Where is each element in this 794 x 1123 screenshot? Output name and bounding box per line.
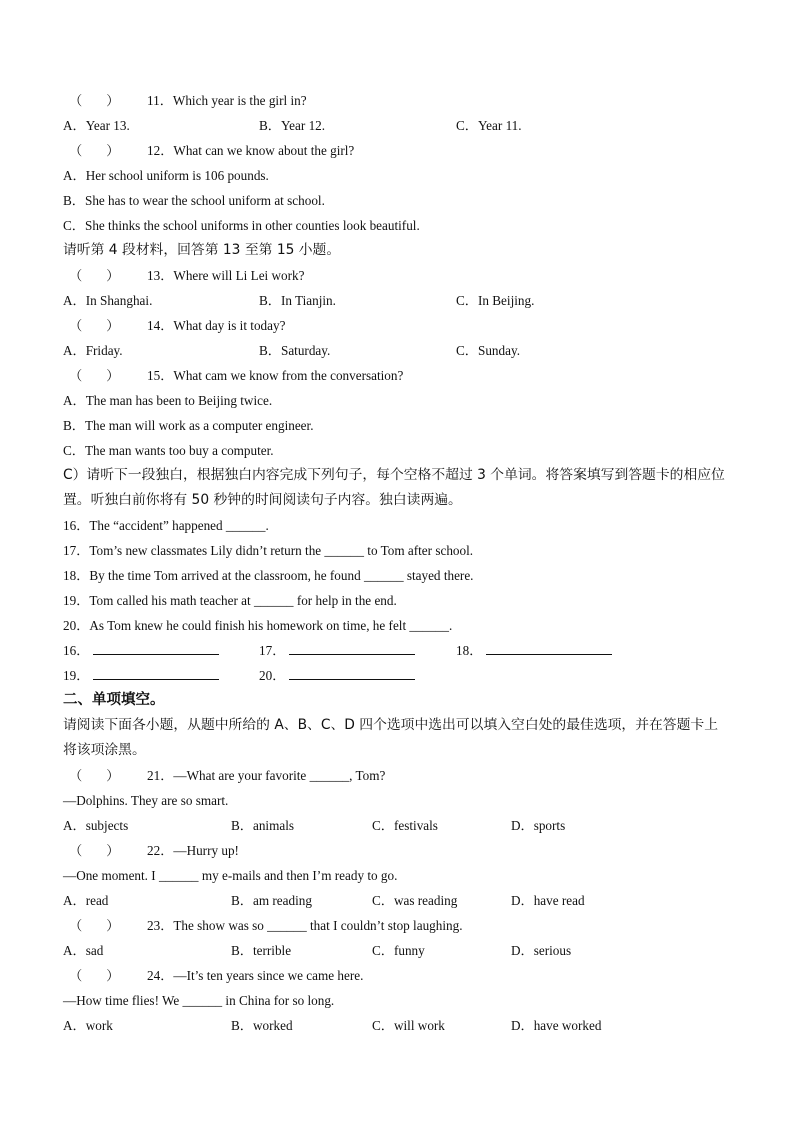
sentence-16: 16．The “accident” happened ______. xyxy=(63,518,269,533)
part-c-instruction-1: C）请听下一段独白，根据独白内容完成下列句子，每个空格不超过 3 个单词。将答案填写到答题卡的相应位 xyxy=(63,467,725,483)
exam-page xyxy=(63,88,743,1038)
part-c-instruction-2: 置。听独白前你将有 50 秒钟的时间阅读句子内容。独白读两遍。 xyxy=(63,492,462,508)
question-22-reply: —One moment. I ______ my e-mails and then I’m ready to go. xyxy=(63,868,398,883)
option-c[interactable]: C．will work xyxy=(372,1018,445,1033)
question-text: —Hurry up! xyxy=(173,843,239,858)
question-12 xyxy=(63,138,743,163)
option-b[interactable]: B．Saturday. xyxy=(259,343,331,358)
answer-row-1 xyxy=(63,638,743,663)
question-text: —It’s ten years since we came here. xyxy=(173,968,364,983)
option-b[interactable]: B．The man will work as a computer engineer. xyxy=(63,418,314,433)
option-c[interactable]: C．The man wants too buy a computer. xyxy=(63,443,274,458)
options-11 xyxy=(63,113,743,138)
answer-bracket[interactable]: （ ） xyxy=(69,768,120,783)
question-number: 11． xyxy=(147,93,173,108)
question-number: 24． xyxy=(147,968,174,983)
answer-19: 19． xyxy=(63,663,219,688)
section-2-instruction-1: 请阅读下面各小题，从题中所给的 A、B、C、D 四个选项中选出可以填入空白处的最佳选项，并在答题卡上 xyxy=(63,717,718,733)
question-text: What cam we know from the conversation? xyxy=(173,368,404,383)
question-text: What can we know about the girl? xyxy=(173,143,355,158)
option-a[interactable]: A．In Shanghai. xyxy=(63,293,153,308)
answer-bracket[interactable]: （ ） xyxy=(69,368,120,383)
option-a[interactable]: A．subjects xyxy=(63,818,129,833)
option-a[interactable]: A．work xyxy=(63,1018,113,1033)
option-c[interactable]: C．festivals xyxy=(372,818,438,833)
question-number: 23． xyxy=(147,918,174,933)
options-13 xyxy=(63,288,743,313)
options-21 xyxy=(63,813,743,838)
question-21-reply: —Dolphins. They are so smart. xyxy=(63,793,229,808)
answer-20: 20． xyxy=(259,663,415,688)
question-21 xyxy=(63,763,743,788)
option-a[interactable]: A．read xyxy=(63,893,109,908)
answer-18-blank[interactable] xyxy=(486,638,612,655)
question-13 xyxy=(63,263,743,288)
question-11 xyxy=(63,88,743,113)
option-c[interactable]: C．She thinks the school uniforms in other counties look beautiful. xyxy=(63,218,420,233)
section-2-title: 二、单项填空。 xyxy=(63,692,165,708)
option-c[interactable]: C．Sunday. xyxy=(456,343,520,358)
question-text: —What are your favorite ______, Tom? xyxy=(173,768,386,783)
option-c[interactable]: C．was reading xyxy=(372,893,458,908)
option-c[interactable]: C．funny xyxy=(372,943,425,958)
sentence-19: 19．Tom called his math teacher at ______ for help in the end. xyxy=(63,593,397,608)
question-number: 12． xyxy=(147,143,174,158)
option-d[interactable]: D．serious xyxy=(511,943,572,958)
options-14 xyxy=(63,338,743,363)
option-b[interactable]: B．She has to wear the school uniform at school. xyxy=(63,193,325,208)
option-b[interactable]: B．In Tianjin. xyxy=(259,293,336,308)
question-22 xyxy=(63,838,743,863)
question-number: 22． xyxy=(147,843,174,858)
options-24 xyxy=(63,1013,743,1038)
answer-bracket[interactable]: （ ） xyxy=(69,268,120,283)
option-a[interactable]: A．Year 13. xyxy=(63,118,130,133)
option-a[interactable]: A．The man has been to Beijing twice. xyxy=(63,393,273,408)
answer-16: 16． xyxy=(63,638,219,663)
sentence-18: 18．By the time Tom arrived at the classroom, he found ______ stayed there. xyxy=(63,568,474,583)
option-a[interactable]: A．sad xyxy=(63,943,104,958)
option-a[interactable]: A．Her school uniform is 106 pounds. xyxy=(63,168,269,183)
question-23 xyxy=(63,913,743,938)
sentence-20: 20．As Tom knew he could finish his homework on time, he felt ______. xyxy=(63,618,453,633)
answer-17: 17． xyxy=(259,638,415,663)
answer-row-2 xyxy=(63,663,743,688)
question-text: What day is it today? xyxy=(173,318,286,333)
question-24-reply: —How time flies! We ______ in China for so long. xyxy=(63,993,335,1008)
option-b[interactable]: B．worked xyxy=(231,1018,293,1033)
options-23 xyxy=(63,938,743,963)
option-b[interactable]: B．animals xyxy=(231,818,295,833)
answer-bracket[interactable]: （ ） xyxy=(69,93,120,108)
option-b[interactable]: B．Year 12. xyxy=(259,118,326,133)
question-number: 21． xyxy=(147,768,174,783)
answer-17-blank[interactable] xyxy=(289,638,415,655)
answer-19-blank[interactable] xyxy=(93,663,219,680)
options-22 xyxy=(63,888,743,913)
section-4-instruction: 请听第 4 段材料，回答第 13 至第 15 小题。 xyxy=(63,242,341,258)
option-b[interactable]: B．terrible xyxy=(231,943,292,958)
question-number: 15． xyxy=(147,368,174,383)
option-a[interactable]: A．Friday. xyxy=(63,343,123,358)
option-d[interactable]: D．have worked xyxy=(511,1018,602,1033)
question-number: 13． xyxy=(147,268,174,283)
answer-bracket[interactable]: （ ） xyxy=(69,968,120,983)
question-24 xyxy=(63,963,743,988)
question-15 xyxy=(63,363,743,388)
option-c[interactable]: C．Year 11. xyxy=(456,118,522,133)
section-2-instruction-2: 将该项涂黑。 xyxy=(63,742,146,758)
answer-bracket[interactable]: （ ） xyxy=(69,843,120,858)
answer-16-blank[interactable] xyxy=(93,638,219,655)
option-d[interactable]: D．have read xyxy=(511,893,585,908)
question-text: Where will Li Lei work? xyxy=(173,268,305,283)
answer-20-blank[interactable] xyxy=(289,663,415,680)
answer-bracket[interactable]: （ ） xyxy=(69,143,120,158)
question-text: Which year is the girl in? xyxy=(172,93,307,108)
sentence-17: 17．Tom’s new classmates Lily didn’t return the ______ to Tom after school. xyxy=(63,543,474,558)
answer-bracket[interactable]: （ ） xyxy=(69,318,120,333)
answer-18: 18． xyxy=(456,638,612,663)
question-14 xyxy=(63,313,743,338)
question-text: The show was so ______ that I couldn’t stop laughing. xyxy=(173,918,463,933)
option-c[interactable]: C．In Beijing. xyxy=(456,293,535,308)
answer-bracket[interactable]: （ ） xyxy=(69,918,120,933)
question-number: 14． xyxy=(147,318,174,333)
option-b[interactable]: B．am reading xyxy=(231,893,312,908)
option-d[interactable]: D．sports xyxy=(511,818,566,833)
